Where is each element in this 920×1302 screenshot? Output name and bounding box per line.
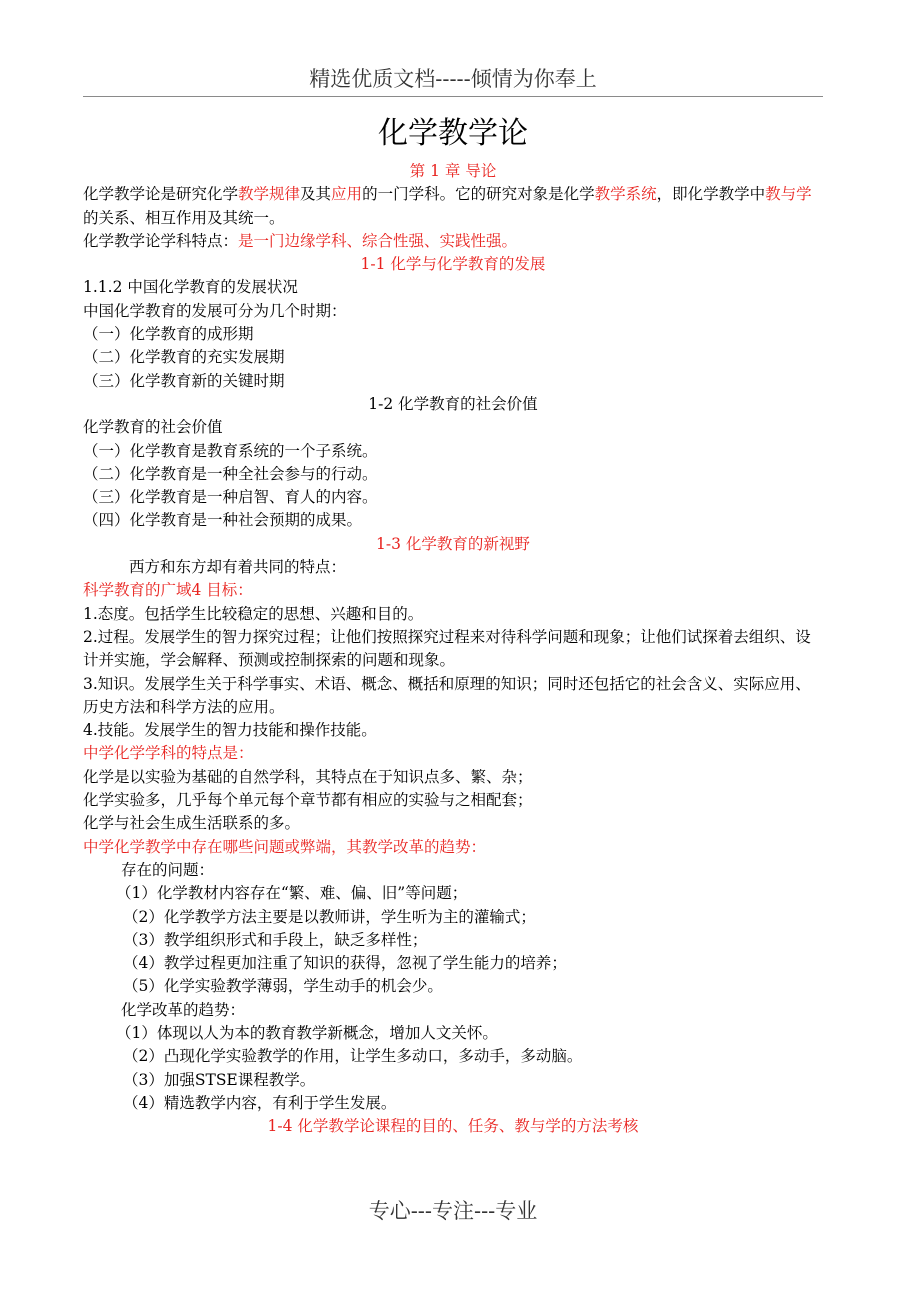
list-item: （1）化学教材内容存在“繁、难、偏、旧”等问题； [116,884,468,903]
page-footer: 专心---专注---专业 [368,1199,538,1223]
paragraph: 存在的问题： [121,860,215,879]
list-item: （一）化学教育的成形期 [83,325,254,344]
section-heading-1-4: 1-4 化学教学论课程的目的、任务、教与学的方法考核 [267,1117,639,1136]
section-heading-1-1: 1-1 化学与化学教育的发展 [360,255,546,274]
list-item: 1.态度。包括学生比较稳定的思想、兴趣和目的。 [83,604,424,623]
list-item: （3）加强STSE课程教学。 [123,1070,316,1089]
paragraph: 中国化学教育的发展可分为几个时期： [83,301,347,320]
list-item: （三）化学教育新的关键时期 [83,371,285,390]
features-label: 中学化学学科的特点是： [83,744,254,763]
paragraph: 化学与社会生成生活联系的多。 [83,814,301,833]
goals-label: 科学教育的广域4 目标： [83,581,253,600]
section-heading-1-3: 1-3 化学教育的新视野 [376,534,530,553]
page-header: 精选优质文档-----倾情为你奉上 [309,67,597,91]
intro-paragraph: 化学教学论是研究化学教学规律及其应用的一门学科。它的研究对象是化学教学系统，即化学教学中教与学的关系、相互作用及其统一。 [83,185,812,227]
keyword-teach-learn: 教与学 [765,185,812,204]
chapter-heading: 第 1 章 导论 [409,162,497,180]
paragraph: 化学是以实验为基础的自然学科，其特点在于知识点多、繁、杂； [83,767,533,786]
list-item: （4）精选教学内容，有利于学生发展。 [123,1093,397,1112]
list-item: （1）体现以人为本的教育教学新概念，增加人文关怀。 [116,1023,498,1042]
list-item: （一）化学教育是教育系统的一个子系统。 [83,441,378,460]
keyword-teaching-system: 教学系统 [594,185,657,204]
list-item: （二）化学教育是一种全社会参与的行动。 [83,464,378,483]
list-item: （四）化学教育是一种社会预期的成果。 [83,511,363,530]
problems-label: 中学化学教学中存在哪些问题或弊端，其教学改革的趋势： [83,837,487,856]
discipline-features: 化学教学论学科特点：是一门边缘学科、综合性强、实践性强。 [83,231,518,250]
list-item: （3）教学组织形式和手段上，缺乏多样性； [123,930,428,949]
section-heading-1-2: 1-2 化学教育的社会价值 [368,394,538,413]
paragraph: 化学改革的趋势： [121,1000,246,1019]
list-item: （2）化学教学方法主要是以教师讲，学生听为主的灌输式； [123,907,536,926]
paragraph: 化学实验多，几乎每个单元每个章节都有相应的实验与之相配套； [83,791,533,810]
keyword-application: 应用 [331,185,363,204]
list-item: （2）凸现化学实验教学的作用，让学生多动口，多动手，多动脑。 [123,1047,583,1066]
list-item: 3.知识。发展学生关于科学事实、术语、概念、概括和原理的知识；同时还包括它的社会含义、实际应用、历史方法和科学方法的应用。 [83,674,811,716]
document-title: 化学教学论 [378,116,528,151]
list-item: （4）教学过程更加注重了知识的获得，忽视了学生能力的培养； [123,954,567,973]
document-body [83,160,823,1138]
list-item: （5）化学实验教学薄弱，学生动手的机会少。 [123,977,443,996]
keyword-teaching-law: 教学规律 [238,185,301,204]
list-item: 2.过程。发展学生的智力探究过程；让他们按照探究过程来对待科学问题和现象；让他们试探着去组织、设计并实施，学会解释、预测或控制探索的问题和现象。 [83,627,811,670]
header-divider [83,96,823,97]
subsection-heading: 1.1.2 中国化学教育的发展状况 [83,278,298,297]
list-item: （二）化学教育的充实发展期 [83,348,285,367]
paragraph: 化学教育的社会价值 [83,418,223,437]
paragraph: 西方和东方却有着共同的特点： [129,558,347,577]
list-item: 4.技能。发展学生的智力技能和操作技能。 [83,721,377,740]
list-item: （三）化学教育是一种启智、育人的内容。 [83,488,378,507]
